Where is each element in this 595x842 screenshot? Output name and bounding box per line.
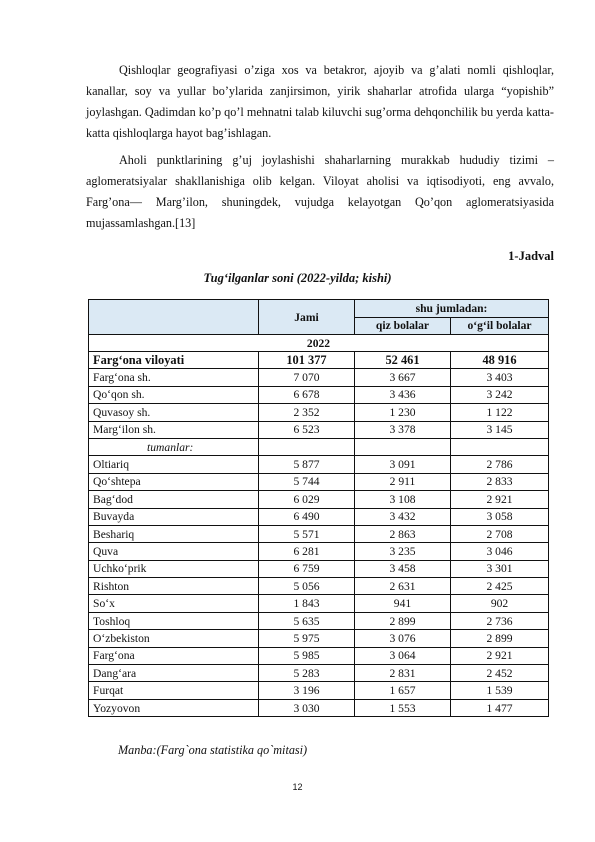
- row-total: 5 877: [259, 456, 355, 473]
- table-row: [89, 473, 549, 490]
- row-name: Uchko‘prik: [89, 560, 259, 577]
- empty-cell: [259, 438, 355, 455]
- table-row: [89, 578, 549, 595]
- row-girls: 2 911: [355, 473, 451, 490]
- row-boys: 2 425: [451, 578, 549, 595]
- row-name: Oltiariq: [89, 456, 259, 473]
- row-girls: 3 432: [355, 508, 451, 525]
- row-boys: 3 145: [451, 421, 549, 438]
- row-girls: 52 461: [355, 352, 451, 369]
- row-name: Buvayda: [89, 508, 259, 525]
- row-total: 6 281: [259, 543, 355, 560]
- table-row: [89, 421, 549, 438]
- row-girls: 3 091: [355, 456, 451, 473]
- region-row: [89, 352, 549, 369]
- row-boys: 2 833: [451, 473, 549, 490]
- row-total: 1 843: [259, 595, 355, 612]
- row-girls: 3 235: [355, 543, 451, 560]
- row-girls: 2 631: [355, 578, 451, 595]
- row-name: So‘x: [89, 595, 259, 612]
- row-girls: 3 667: [355, 369, 451, 386]
- row-name: O‘zbekiston: [89, 630, 259, 647]
- row-girls: 2 899: [355, 612, 451, 629]
- row-total: 5 283: [259, 665, 355, 682]
- row-name: Toshloq: [89, 612, 259, 629]
- row-boys: 48 916: [451, 352, 549, 369]
- row-total: 6 523: [259, 421, 355, 438]
- empty-cell: [355, 438, 451, 455]
- table-label: 1-Jadval: [508, 249, 554, 263]
- table-row: [89, 699, 549, 716]
- row-name: Quva: [89, 543, 259, 560]
- paragraph-1: Qishloqlar geografiyasi o’ziga xos va betakror, ajoyib va g’alati nomli qishloqlar, kanallar, soy va yullar bo’ylarida zanjirsimon, yirik shaharlar atrofida ularga “yopishib” joylashgan. Qadimdan ko’p qo’l mehnatni talab kiluvchi sug’orma dehqonchilik bu yerda katta-katta qishloqlarga hayot bag’ishlagan.: [86, 63, 554, 140]
- table-row: [89, 543, 549, 560]
- row-boys: 3 301: [451, 560, 549, 577]
- row-boys: 2 921: [451, 647, 549, 664]
- row-name: Farg‘ona: [89, 647, 259, 664]
- row-total: 6 678: [259, 386, 355, 403]
- table-body: [89, 335, 549, 717]
- row-name: Dang‘ara: [89, 665, 259, 682]
- row-girls: 3 378: [355, 421, 451, 438]
- table-row: [89, 665, 549, 682]
- header-group: shu jumladan:: [355, 300, 549, 318]
- row-boys: 2 708: [451, 525, 549, 542]
- row-total: 6 029: [259, 491, 355, 508]
- row-girls: 1 657: [355, 682, 451, 699]
- table-row: [89, 682, 549, 699]
- table-row: [89, 369, 549, 386]
- row-name: Farg‘ona viloyati: [89, 352, 259, 369]
- row-total: 6 490: [259, 508, 355, 525]
- paragraph-2: Aholi punktlarining g’uj joylashishi shaharlarning murakkab hududiy tizimi – aglomeratsiyalar shakllanishiga olib kelgan. Viloyat aholisi va iqtisodiyoti, eng avvalo, Farg’ona— Marg’ilon, shuningdek, vujudga kelayotgan Qo’qon aglomeratsiyasida mujassamlashgan.[13]: [86, 153, 554, 230]
- row-boys: 2 452: [451, 665, 549, 682]
- row-name: Beshariq: [89, 525, 259, 542]
- row-total: 101 377: [259, 352, 355, 369]
- row-name: Furqat: [89, 682, 259, 699]
- row-total: 5 056: [259, 578, 355, 595]
- table-row: [89, 386, 549, 403]
- row-total: 5 975: [259, 630, 355, 647]
- source-note: Manba:(Farg`ona statistika qo`mitasi): [118, 743, 308, 757]
- row-boys: 902: [451, 595, 549, 612]
- row-total: 5 571: [259, 525, 355, 542]
- row-girls: 1 553: [355, 699, 451, 716]
- districts-label: tumanlar:: [89, 438, 259, 455]
- row-girls: 3 458: [355, 560, 451, 577]
- row-boys: 3 242: [451, 386, 549, 403]
- row-name: Quvasoy sh.: [89, 404, 259, 421]
- row-total: 7 070: [259, 369, 355, 386]
- table-row: [89, 508, 549, 525]
- row-boys: 3 403: [451, 369, 549, 386]
- row-boys: 3 046: [451, 543, 549, 560]
- header-blank: [89, 300, 259, 335]
- row-name: Qo‘shtepa: [89, 473, 259, 490]
- row-boys: 3 058: [451, 508, 549, 525]
- row-name: Farg‘ona sh.: [89, 369, 259, 386]
- row-boys: 2 899: [451, 630, 549, 647]
- table-title: Tug‘ilganlar soni (2022-yilda; kishi): [203, 271, 392, 285]
- table-row: [89, 525, 549, 542]
- row-total: 3 030: [259, 699, 355, 716]
- row-name: Marg‘ilon sh.: [89, 421, 259, 438]
- table-row: [89, 491, 549, 508]
- row-name: Bag‘dod: [89, 491, 259, 508]
- row-name: Qo‘qon sh.: [89, 386, 259, 403]
- row-total: 5 635: [259, 612, 355, 629]
- row-girls: 3 076: [355, 630, 451, 647]
- row-boys: 2 786: [451, 456, 549, 473]
- row-total: 5 744: [259, 473, 355, 490]
- row-boys: 2 921: [451, 491, 549, 508]
- row-girls: 2 831: [355, 665, 451, 682]
- row-boys: 1 539: [451, 682, 549, 699]
- header-boys: o‘g‘il bolalar: [451, 317, 549, 335]
- row-total: 3 196: [259, 682, 355, 699]
- row-boys: 1 122: [451, 404, 549, 421]
- table-row: [89, 560, 549, 577]
- row-total: 2 352: [259, 404, 355, 421]
- table-row: [89, 456, 549, 473]
- births-table: [88, 299, 549, 717]
- row-name: Yozyovon: [89, 699, 259, 716]
- row-total: 6 759: [259, 560, 355, 577]
- empty-cell: [451, 438, 549, 455]
- page-number: 12: [292, 782, 303, 792]
- row-boys: 2 736: [451, 612, 549, 629]
- table-row: [89, 647, 549, 664]
- header-total: Jami: [259, 300, 355, 335]
- row-girls: 3 436: [355, 386, 451, 403]
- row-girls: 2 863: [355, 525, 451, 542]
- row-name: Rishton: [89, 578, 259, 595]
- header-girls: qiz bolalar: [355, 317, 451, 335]
- row-girls: 3 108: [355, 491, 451, 508]
- year-row: 2022: [89, 335, 549, 352]
- table-row: [89, 404, 549, 421]
- districts-label-row: [89, 438, 549, 455]
- row-girls: 941: [355, 595, 451, 612]
- row-girls: 1 230: [355, 404, 451, 421]
- row-total: 5 985: [259, 647, 355, 664]
- table-row: [89, 595, 549, 612]
- table-row: [89, 612, 549, 629]
- row-girls: 3 064: [355, 647, 451, 664]
- table-row: [89, 630, 549, 647]
- row-boys: 1 477: [451, 699, 549, 716]
